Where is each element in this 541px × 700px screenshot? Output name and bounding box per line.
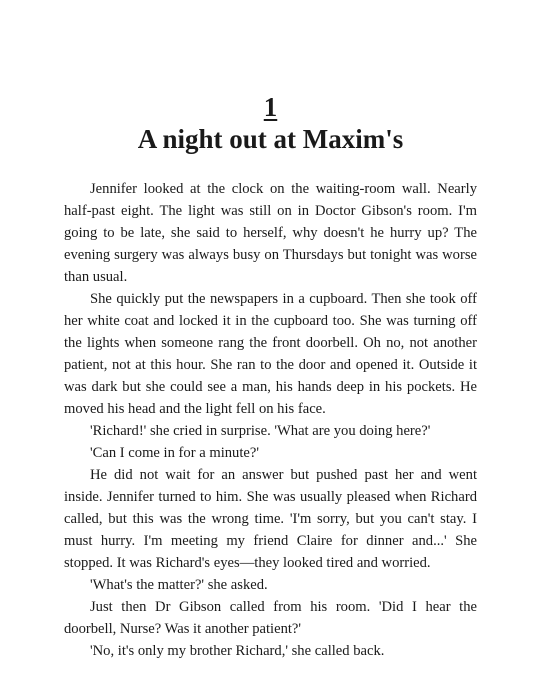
paragraph: 'What's the matter?' she asked. bbox=[90, 577, 268, 593]
chapter-title: A night out at Maxim's bbox=[137, 124, 404, 154]
paragraph: 'Can I come in for a minute?' bbox=[90, 445, 259, 461]
paragraph: She quickly put the newspapers in a cupboard. Then she took off her white coat and locked it in the cupboard too. She was turning off the lights when someone rang the front doorbell. Oh no, not another patient, not at this hour. She ran to the door and opened it. Outside it was dark but she could see a man, his hands deep in his pockets. He moved his head and the light fell on his face. bbox=[64, 291, 477, 417]
paragraph: Just then Dr Gibson called from his room. 'Did I hear the doorbell, Nurse? Was it another patient?' bbox=[64, 599, 477, 637]
paragraph: 'Richard!' she cried in surprise. 'What are you doing here?' bbox=[90, 423, 431, 439]
paragraph: He did not wait for an answer but pushed past her and went inside. Jennifer turned to him. She was usually pleased when Richard called, but this was the wrong time. 'I'm sorry, but you can't stay. I must hurry. I'm meeting my friend Claire for dinner and...' She stopped. It was Richard's eyes—they looked tired and worried. bbox=[64, 467, 477, 571]
chapter-number bbox=[0, 92, 541, 122]
chapter-body bbox=[64, 178, 477, 662]
paragraph: 'No, it's only my brother Richard,' she called back. bbox=[90, 643, 385, 659]
chapter-number-text: 1 bbox=[263, 92, 278, 122]
paragraph: Jennifer looked at the clock on the waiting-room wall. Nearly half-past eight. The light was still on in Doctor Gibson's room. I'm going to be late, she said to herself, why doesn't he hurry up? The evening surgery was always busy on Thursdays but tonight was worse than usual. bbox=[64, 181, 477, 285]
